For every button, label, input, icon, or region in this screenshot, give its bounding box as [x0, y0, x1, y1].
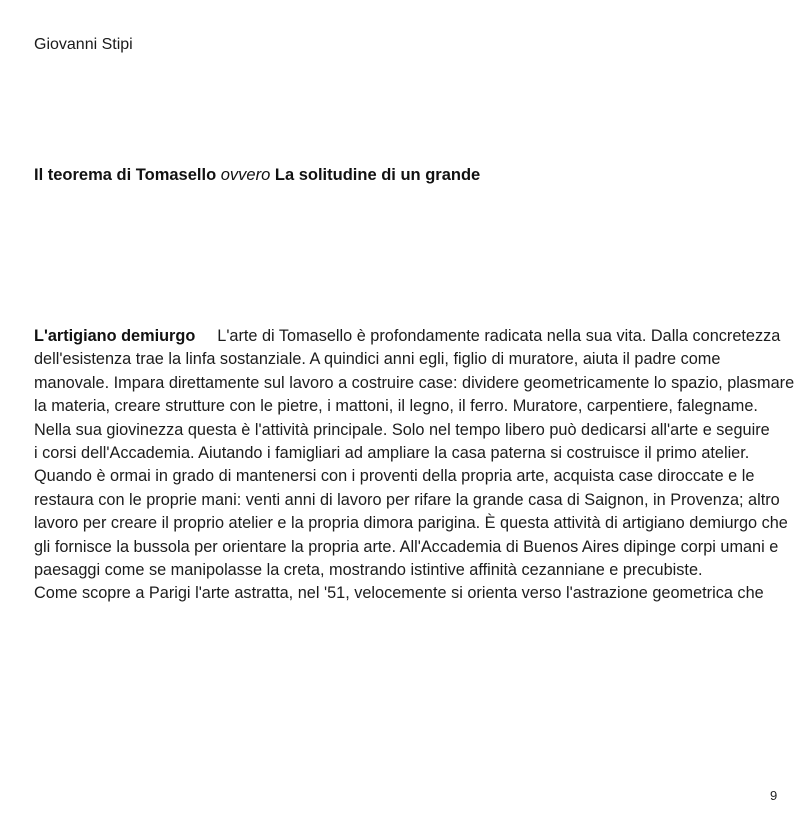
author-name: Giovanni Stipi [34, 36, 133, 53]
paragraph-line: dell'esistenza trae la linfa sostanziale. A quindici anni egli, figlio di muratore, aiuta il padre come [34, 350, 721, 369]
paragraph-line: manovale. Impara direttamente sul lavoro a costruire case: dividere geometricamente lo spazio, plasmare [34, 373, 795, 392]
page-number: 9 [770, 788, 778, 803]
chapter-title-connector: ovvero [220, 166, 271, 184]
chapter-title-part3: La solitudine di un grande [270, 166, 481, 184]
paragraph-line: Come scopre a Parigi l'arte astratta, nel '51, velocemente si orienta verso l'astrazione geometrica che [34, 584, 764, 603]
chapter-title [34, 166, 480, 185]
paragraph-line: Quando è ormai in grado di mantenersi con i proventi della propria arte, acquista case diroccate e le [34, 467, 755, 486]
paragraph-line: restaura con le proprie mani: venti anni di lavoro per rifare la grande casa di Saignon, in Provenza; altro [34, 490, 780, 509]
section-heading: L'artigiano demiurgo [34, 327, 196, 345]
paragraph-line [34, 325, 794, 348]
paragraph-line: gli fornisce la bussola per orientare la propria arte. All'Accademia di Buenos Aires dipinge corpi umani e [34, 537, 779, 556]
paragraph-line-text: L'arte di Tomasello è profondamente radicata nella sua vita. Dalla concretezza [217, 327, 781, 345]
paragraph-line: la materia, creare strutture con le pietre, i mattoni, il legno, il ferro. Muratore, carpentiere, falegname. [34, 397, 758, 416]
chapter-title-part1: Il teorema di Tomasello [34, 166, 221, 184]
paragraph-line: i corsi dell'Accademia. Aiutando i famigliari ad ampliare la casa paterna si costruisce il primo atelier. [34, 444, 750, 463]
paragraph-line: Nella sua giovinezza questa è l'attività principale. Solo nel tempo libero può dedicarsi all'arte e seguire [34, 420, 770, 439]
paragraph-line: lavoro per creare il proprio atelier e la propria dimora parigina. È questa attività di artigiano demiurgo che [34, 514, 788, 533]
paragraph-line: paesaggi come se manipolasse la creta, mostrando istintive affinità cezanniane e precubiste. [34, 561, 703, 580]
body-paragraph [34, 325, 794, 606]
